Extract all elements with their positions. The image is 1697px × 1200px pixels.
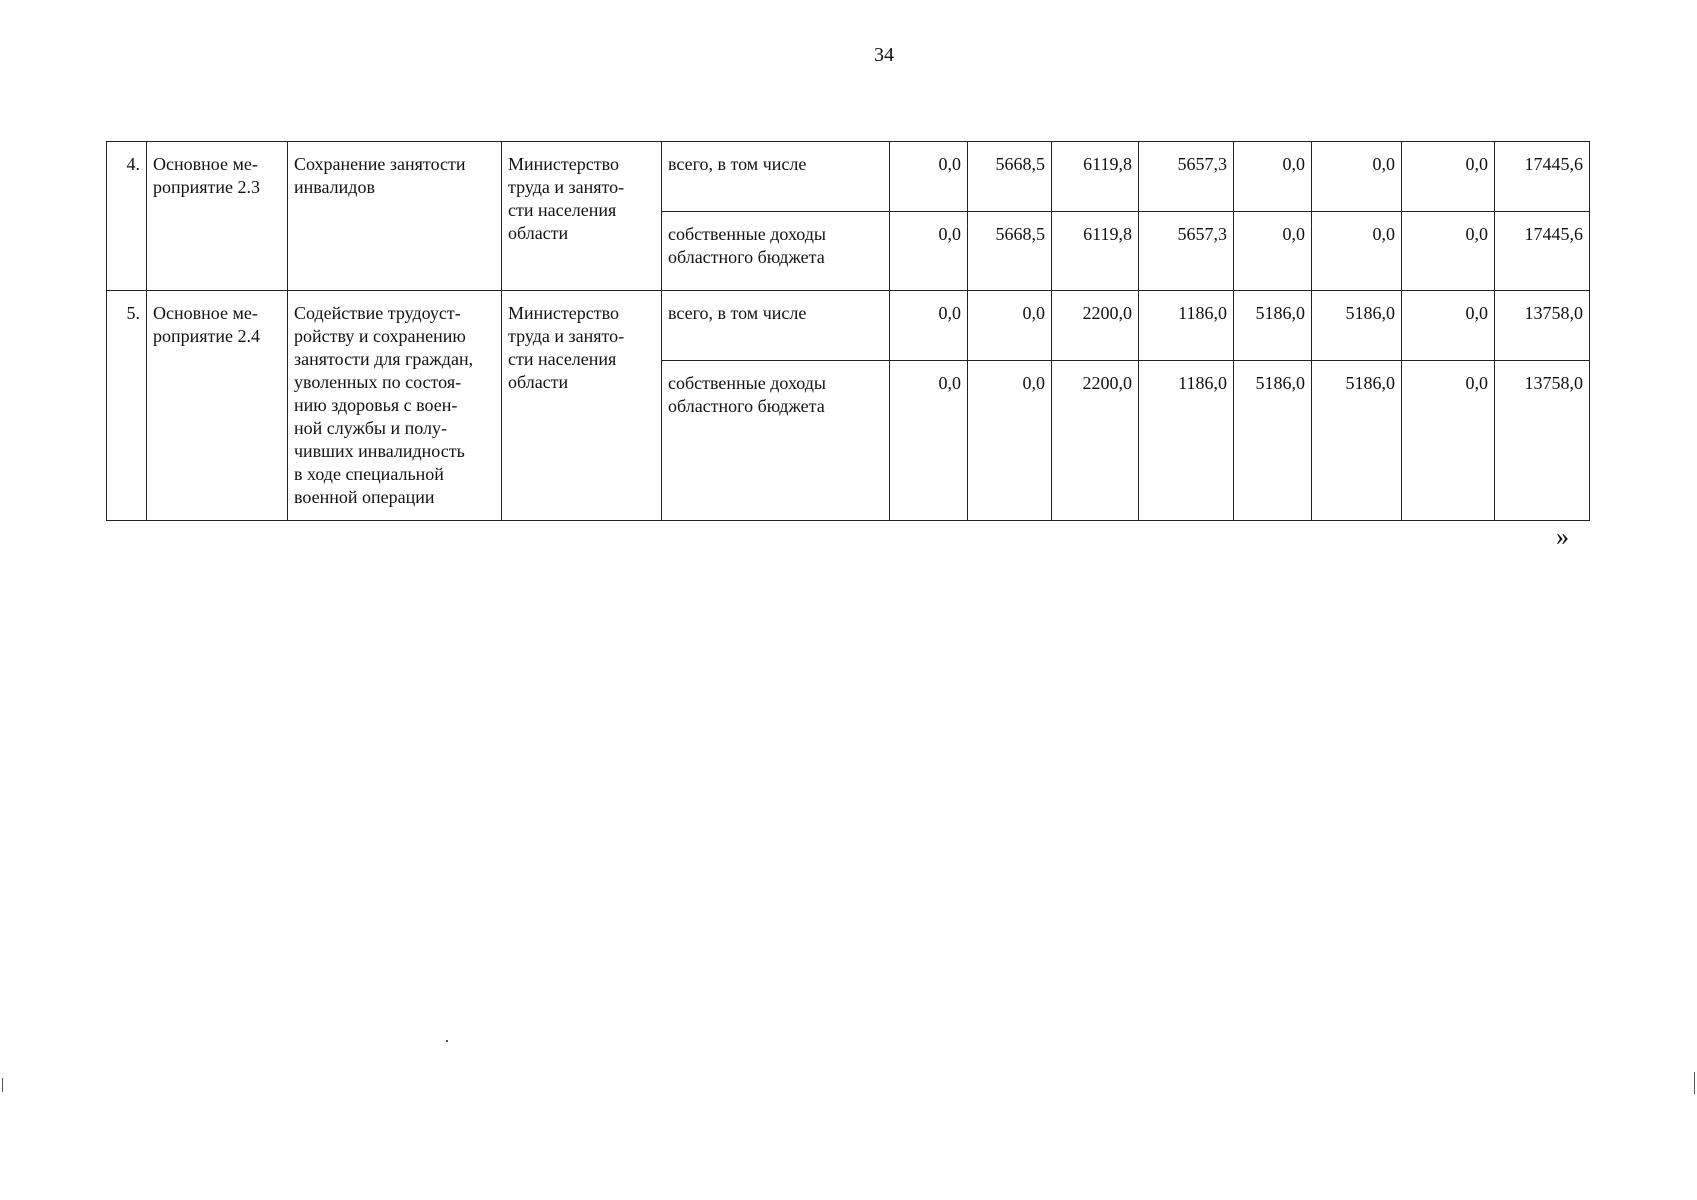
row-index: 4. <box>107 142 147 291</box>
value-cell: 13758,0 <box>1495 361 1590 521</box>
value-cell: 0,0 <box>1312 142 1402 212</box>
value-cell: 0,0 <box>1402 361 1495 521</box>
value-cell: 0,0 <box>968 291 1052 361</box>
row-index: 5. <box>107 291 147 521</box>
scan-speck <box>2 1078 3 1092</box>
funding-source: собственные доходы областного бюджета <box>662 361 890 521</box>
table-row <box>107 142 1590 212</box>
funding-source: всего, в том числе <box>662 291 890 361</box>
value-cell: 0,0 <box>1402 142 1495 212</box>
table-row <box>107 291 1590 361</box>
value-cell: 2200,0 <box>1052 361 1139 521</box>
value-cell: 5186,0 <box>1234 291 1312 361</box>
value-cell: 5186,0 <box>1312 361 1402 521</box>
value-cell: 0,0 <box>968 361 1052 521</box>
scan-speck <box>1694 1072 1695 1094</box>
value-cell: 5668,5 <box>968 212 1052 291</box>
value-cell: 5657,3 <box>1139 212 1234 291</box>
activity-name: Основное ме- роприятие 2.3 <box>147 142 288 291</box>
value-cell: 0,0 <box>1234 142 1312 212</box>
value-cell: 17445,6 <box>1495 142 1590 212</box>
funding-source: собственные доходы областного бюджета <box>662 212 890 291</box>
value-cell: 5186,0 <box>1312 291 1402 361</box>
activity-name: Основное ме- роприятие 2.4 <box>147 291 288 521</box>
value-cell: 5657,3 <box>1139 142 1234 212</box>
value-cell: 1186,0 <box>1139 291 1234 361</box>
activity-description: Сохранение занятости инвалидов <box>288 142 502 291</box>
value-cell: 0,0 <box>890 142 968 212</box>
value-cell: 17445,6 <box>1495 212 1590 291</box>
value-cell: 0,0 <box>1402 291 1495 361</box>
value-cell: 6119,8 <box>1052 212 1139 291</box>
value-cell: 6119,8 <box>1052 142 1139 212</box>
value-cell: 0,0 <box>1312 212 1402 291</box>
value-cell: 2200,0 <box>1052 291 1139 361</box>
scan-speck <box>446 1040 448 1042</box>
value-cell: 0,0 <box>1234 212 1312 291</box>
value-cell: 0,0 <box>890 212 968 291</box>
page-number: 34 <box>874 44 894 66</box>
funding-source: всего, в том числе <box>662 142 890 212</box>
value-cell: 5668,5 <box>968 142 1052 212</box>
executor: Министерство труда и занято- сти населения области <box>502 291 662 521</box>
value-cell: 5186,0 <box>1234 361 1312 521</box>
value-cell: 13758,0 <box>1495 291 1590 361</box>
closing-quote-mark: » <box>1556 522 1569 551</box>
value-cell: 0,0 <box>1402 212 1495 291</box>
value-cell: 1186,0 <box>1139 361 1234 521</box>
value-cell: 0,0 <box>890 361 968 521</box>
activities-table <box>106 141 1590 521</box>
executor: Министерство труда и занято- сти населения области <box>502 142 662 291</box>
value-cell: 0,0 <box>890 291 968 361</box>
activity-description: Содействие трудоуст- ройству и сохранению занятости для граждан, уволенных по состоя- нию здоровья с воен- ной службы и полу- чивших инвалидность в ходе специальной военной операции <box>288 291 502 521</box>
